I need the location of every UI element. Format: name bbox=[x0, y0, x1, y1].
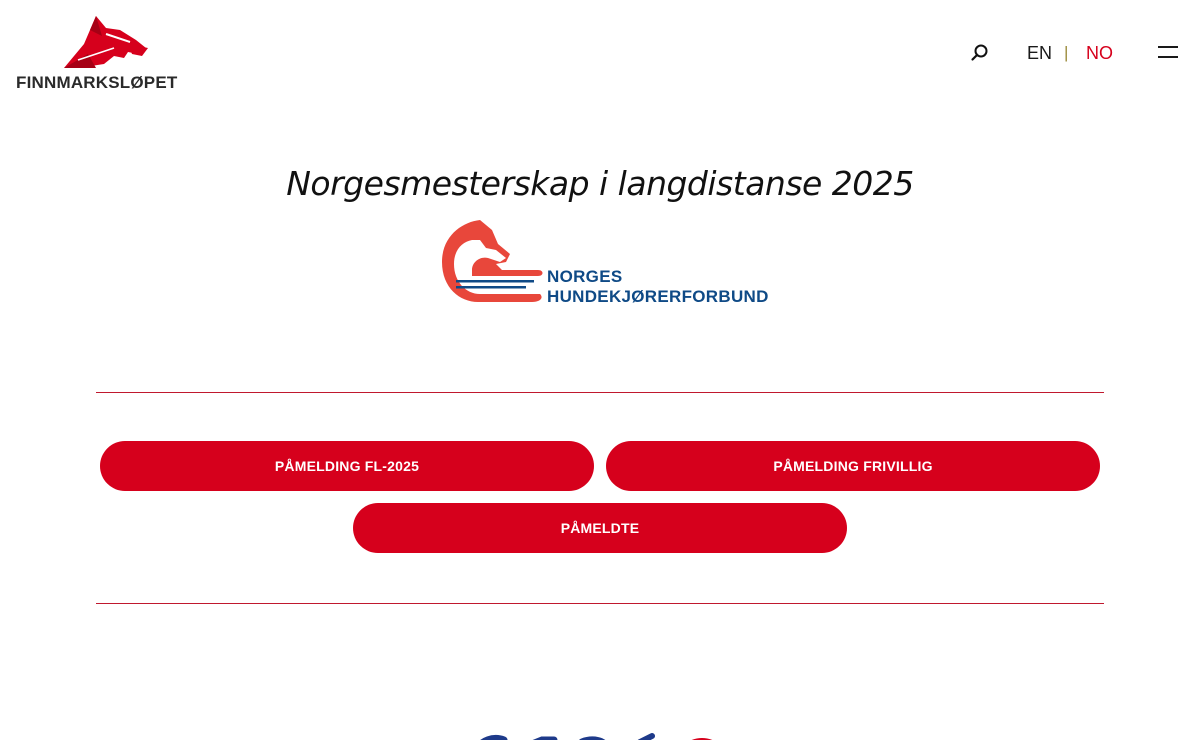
search-icon bbox=[966, 40, 992, 66]
dog-head-logo-icon bbox=[440, 218, 550, 306]
registered-list-button[interactable]: PÅMELDTE bbox=[353, 503, 847, 553]
language-no-link[interactable]: NO bbox=[1086, 43, 1113, 63]
menu-button[interactable] bbox=[1156, 42, 1182, 62]
search-button[interactable] bbox=[966, 40, 992, 66]
registration-fl-button[interactable]: PÅMELDING FL-2025 bbox=[100, 441, 594, 491]
page-title: Norgesmesterskap i langdistanse 2025 bbox=[286, 164, 914, 203]
divider-top bbox=[96, 392, 1104, 393]
registration-volunteer-button[interactable]: PÅMELDING FRIVILLIG bbox=[606, 441, 1100, 491]
partner-logo bbox=[440, 218, 770, 308]
husky-logo-icon bbox=[44, 14, 154, 70]
site-logo[interactable] bbox=[14, 14, 184, 94]
sponsor-logo-icon bbox=[470, 728, 730, 740]
partner-logo-line1: NORGES bbox=[547, 267, 623, 286]
logo-wordmark: FINNMARKSLØPET bbox=[16, 73, 178, 92]
partner-logo-line2: HUNDEKJØRERFORBUND bbox=[547, 287, 769, 306]
language-separator: | bbox=[1064, 43, 1069, 62]
language-en-link[interactable]: EN bbox=[1027, 43, 1053, 63]
divider-bottom bbox=[96, 603, 1104, 604]
